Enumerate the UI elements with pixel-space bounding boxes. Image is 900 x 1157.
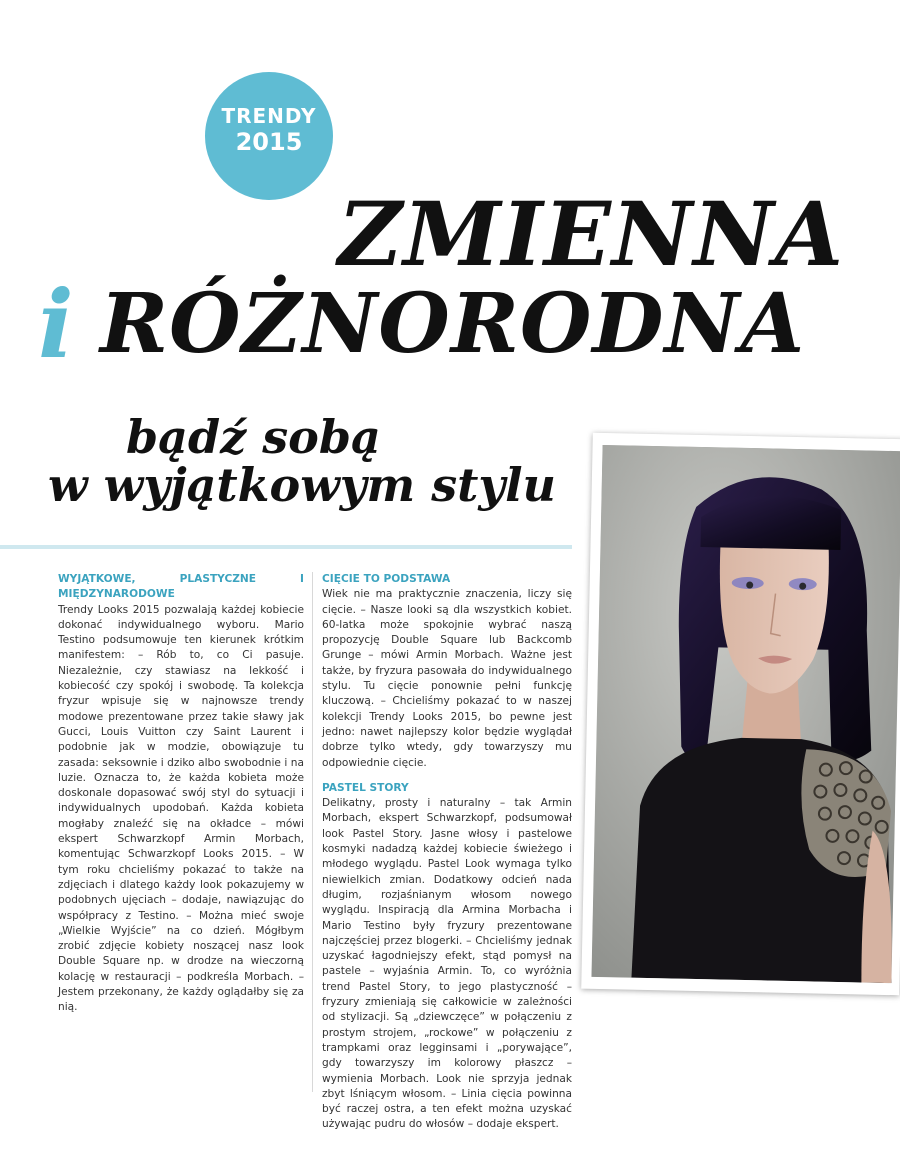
section-heading: WYJĄTKOWE, PLASTYCZNE I MIĘDZYNARODOWE bbox=[58, 573, 304, 601]
portrait-photo-frame bbox=[581, 433, 900, 996]
section-body: Trendy Looks 2015 pozwalają każdej kobiecie dokonać indywidualnego wyboru. Mario Testino podsumowuje ten kierunek krótkim manifestem: – Rób to, co Ci pasuje. Niezależnie, czy stawiasz na lekkość i kobiecość czy spokój i swobodę. Ta kolekcja fryzur wpisuje się w najnowsze trendy modowe prezentowane przez takie sławy jak Gucci, Louis Vuitton czy Saint Laurent i podobnie jak w modzie, obowiązuje tu zasada: seksownie i dziko albo swobodnie i na luzie. Oznacza to, że każda kobieta może doskonale dopasować swój styl do sytuacji i indywidualnych upodobań. Każda kobieta mogłaby znaleźć się na okładce – mówi ekspert Schwarzkopf Armin Morbach, komentując Schwarzkopf Looks 2015. – W tym roku chcieliśmy pokazać to także na zdjęciach i dlatego każdy look pokazujemy w podobnych ujęciach – dodaje, nawiązując do współpracy z Testino. – Można mieć swoje „Wielkie Wyjście” na co dzień. Mógłbym zrobić zdjęcie kobiety noszącej nasz look Double Square np. w drodze na wieczorną kolację w restauracji – podkreśla Morbach. – Jestem przekonany, że każdy oglądałby się za nią. bbox=[58, 603, 304, 1014]
section-heading: CIĘCIE TO PODSTAWA bbox=[322, 573, 451, 585]
subtitle-line1: bądź sobą bbox=[126, 410, 381, 464]
subtitle-line2: w wyjątkowym stylu bbox=[48, 458, 556, 512]
speech-bubble-tail bbox=[257, 184, 277, 200]
badge-line1: TRENDY bbox=[221, 104, 317, 128]
column-divider bbox=[312, 572, 313, 1092]
divider-rule bbox=[0, 545, 572, 549]
portrait-photo bbox=[591, 445, 900, 983]
model-illustration bbox=[591, 445, 900, 983]
article-column-right bbox=[322, 572, 572, 1133]
article-column-left bbox=[58, 572, 304, 1016]
trend-badge bbox=[205, 72, 333, 200]
badge-line2: 2015 bbox=[235, 128, 303, 156]
section-heading: PASTEL STORY bbox=[322, 781, 409, 794]
section-body: Wiek nie ma praktycznie znaczenia, liczy się cięcie. – Nasze looki są dla wszystkich kobiet. 60-latka może spokojnie wybrać naszą propozycję Double Square lub Backcomb Grunge – mówi Armin Morbach. Ważne jest także, by fryzura pasowała do indywidualnego stylu. Tu cięcie ponownie pełni funkcję kluczową. – Chcieliśmy pokazać to w naszej kolekcji Trendy Looks 2015, bo pewne jest jedno: nawet najlepszy kolor będzie wyglądał dobrze tylko wtedy, gdy towarzyszy mu odpowiednie cięcie. bbox=[322, 588, 572, 769]
headline-connector: i bbox=[38, 270, 74, 380]
headline-line2: RÓŻNORODNA bbox=[100, 276, 806, 372]
section-body: Delikatny, prosty i naturalny – tak Armin Morbach, ekspert Schwarzkopf, podsumował look Pastel Story. Jasne włosy i pastelowe kosmyki nadadzą każdej kobiecie świeżego i młodego wyglądu. Pastel Look wymaga tylko niewielkich zmian. Dodatkowy odcień nada długim, rozjaśnianym włosom nowego wyglądu. Inspiracją dla Armina Morbacha i Mario Testino były fryzury prezentowane najczęściej przez blogerki. – Chcieliśmy jednak uzyskać łagodniejszy efekt, stąd pomysł na pastele – wyjaśnia Armin. To, co wyróżnia trend Pastel Story, to jego plastyczność – fryzury zmieniają się całkowicie w zależności od stylizacji. Są „dziewczęce” w połączeniu z prostym strojem, „rockowe” w połączeniu z trampkami oraz legginsami i „porywające”, gdy towarzyszy im kolorowy płaszcz – wymienia Morbach. Look nie sprzyja jednak zbyt lśniącym włosom. – Linia cięcia powinna być raczej ostra, a ten efekt można uzyskać używając pudru do włosów – dodaje ekspert. bbox=[322, 797, 572, 1131]
headline-line1: ZMIENNA bbox=[338, 182, 845, 286]
